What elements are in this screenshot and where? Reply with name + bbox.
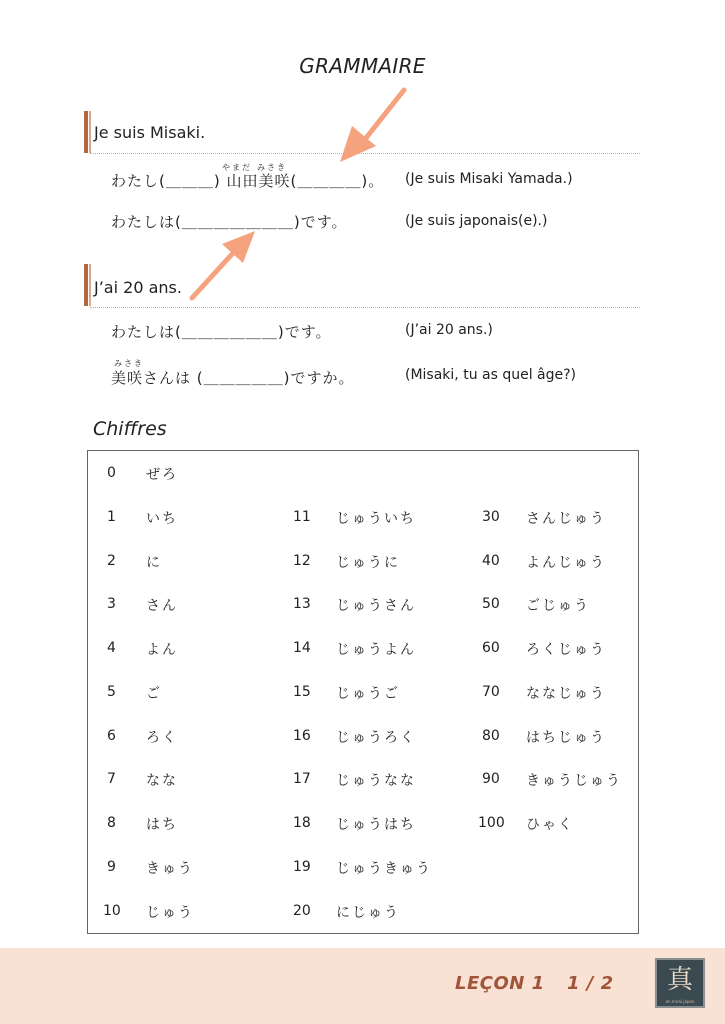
arrow-icon xyxy=(340,90,404,162)
number: 12 xyxy=(293,553,311,569)
arrow-icon xyxy=(192,231,255,298)
number-reading: ろく xyxy=(146,730,178,746)
number-reading: なな xyxy=(146,773,178,789)
number: 13 xyxy=(293,596,311,612)
translation-1-1: (Je suis Misaki Yamada.) xyxy=(405,171,573,187)
sentence-part: わたし(＿＿＿) xyxy=(111,172,227,190)
arrows-layer xyxy=(0,0,725,420)
number-reading: いち xyxy=(146,511,178,527)
number: 90 xyxy=(482,771,500,787)
sentence-1-2: わたしは(＿＿＿＿＿＿＿)です。 xyxy=(111,213,348,231)
translation-2-1: (J’ai 20 ans.) xyxy=(405,322,493,338)
number-reading: ろくじゅう xyxy=(526,642,606,658)
furigana-misaki: みさき xyxy=(114,359,144,368)
number: 9 xyxy=(107,859,116,875)
number: 0 xyxy=(107,465,116,481)
number: 19 xyxy=(293,859,311,875)
number: 11 xyxy=(293,509,311,525)
number: 100 xyxy=(478,815,505,831)
section-heading-2: J’ai 20 ans. xyxy=(94,278,182,297)
furigana-misaki: みさき xyxy=(257,163,287,172)
number: 7 xyxy=(107,771,116,787)
number-reading: ぜろ xyxy=(146,467,178,483)
sentence-part: (＿＿＿＿)。 xyxy=(290,172,385,190)
number: 8 xyxy=(107,815,116,831)
logo-caption: en.mirai.japan xyxy=(665,999,695,1004)
number-reading: にじゅう xyxy=(336,905,400,921)
number: 6 xyxy=(107,728,116,744)
number-reading: ひゃく xyxy=(526,817,574,833)
number-reading: よんじゅう xyxy=(526,555,606,571)
number: 4 xyxy=(107,640,116,656)
number: 80 xyxy=(482,728,500,744)
number-reading: さんじゅう xyxy=(526,511,606,527)
number-reading: じゅうはち xyxy=(336,817,416,833)
number-reading: ななじゅう xyxy=(526,686,606,702)
number-reading: に xyxy=(146,555,162,571)
number: 60 xyxy=(482,640,500,656)
number-reading: じゅう xyxy=(146,905,194,921)
section-heading-1: Je suis Misaki. xyxy=(94,123,206,142)
number: 18 xyxy=(293,815,311,831)
number: 15 xyxy=(293,684,311,700)
number-reading: じゅうさん xyxy=(336,598,416,614)
sentence-2-2: 美咲さんは (＿＿＿＿＿)ですか。 xyxy=(111,369,355,387)
number: 17 xyxy=(293,771,311,787)
number: 20 xyxy=(293,903,311,919)
name-kanji: 山田美咲 xyxy=(226,172,291,190)
number-reading: きゅう xyxy=(146,861,194,877)
brand-logo xyxy=(655,958,705,1008)
logo-kanji: 真 xyxy=(666,965,693,995)
number-reading: はち xyxy=(146,817,178,833)
number-reading: ご xyxy=(146,686,162,702)
number: 16 xyxy=(293,728,311,744)
number: 10 xyxy=(103,903,121,919)
number-reading: じゅうに xyxy=(336,555,400,571)
number-reading: じゅうろく xyxy=(336,730,416,746)
number: 3 xyxy=(107,596,116,612)
number: 1 xyxy=(107,509,116,525)
number: 14 xyxy=(293,640,311,656)
number-reading: きゅうじゅう xyxy=(526,773,622,789)
number-reading: さん xyxy=(146,598,178,614)
number-reading: じゅうきゅう xyxy=(336,861,432,877)
number: 70 xyxy=(482,684,500,700)
number-reading: じゅうよん xyxy=(336,642,416,658)
number: 50 xyxy=(482,596,500,612)
number: 30 xyxy=(482,509,500,525)
lesson-label: LEÇON 1 xyxy=(455,973,545,994)
number: 2 xyxy=(107,553,116,569)
translation-1-2: (Je suis japonais(e).) xyxy=(405,213,548,229)
number: 40 xyxy=(482,553,500,569)
sentence-2-1: わたしは(＿＿＿＿＿＿)です。 xyxy=(111,323,332,341)
footer-band xyxy=(0,948,725,1024)
chiffres-heading: Chiffres xyxy=(93,418,167,440)
furigana-yamada: やまだ xyxy=(222,163,252,172)
number-reading: よん xyxy=(146,642,178,658)
translation-2-2: (Misaki, tu as quel âge?) xyxy=(405,367,577,383)
page-title: GRAMMAIRE xyxy=(299,54,426,78)
number-reading: ごじゅう xyxy=(526,598,590,614)
page-indicator: 1 / 2 xyxy=(567,973,614,994)
number-reading: じゅうなな xyxy=(336,773,416,789)
number: 5 xyxy=(107,684,116,700)
number-reading: じゅういち xyxy=(336,511,416,527)
number-reading: じゅうご xyxy=(336,686,400,702)
number-reading: はちじゅう xyxy=(526,730,606,746)
